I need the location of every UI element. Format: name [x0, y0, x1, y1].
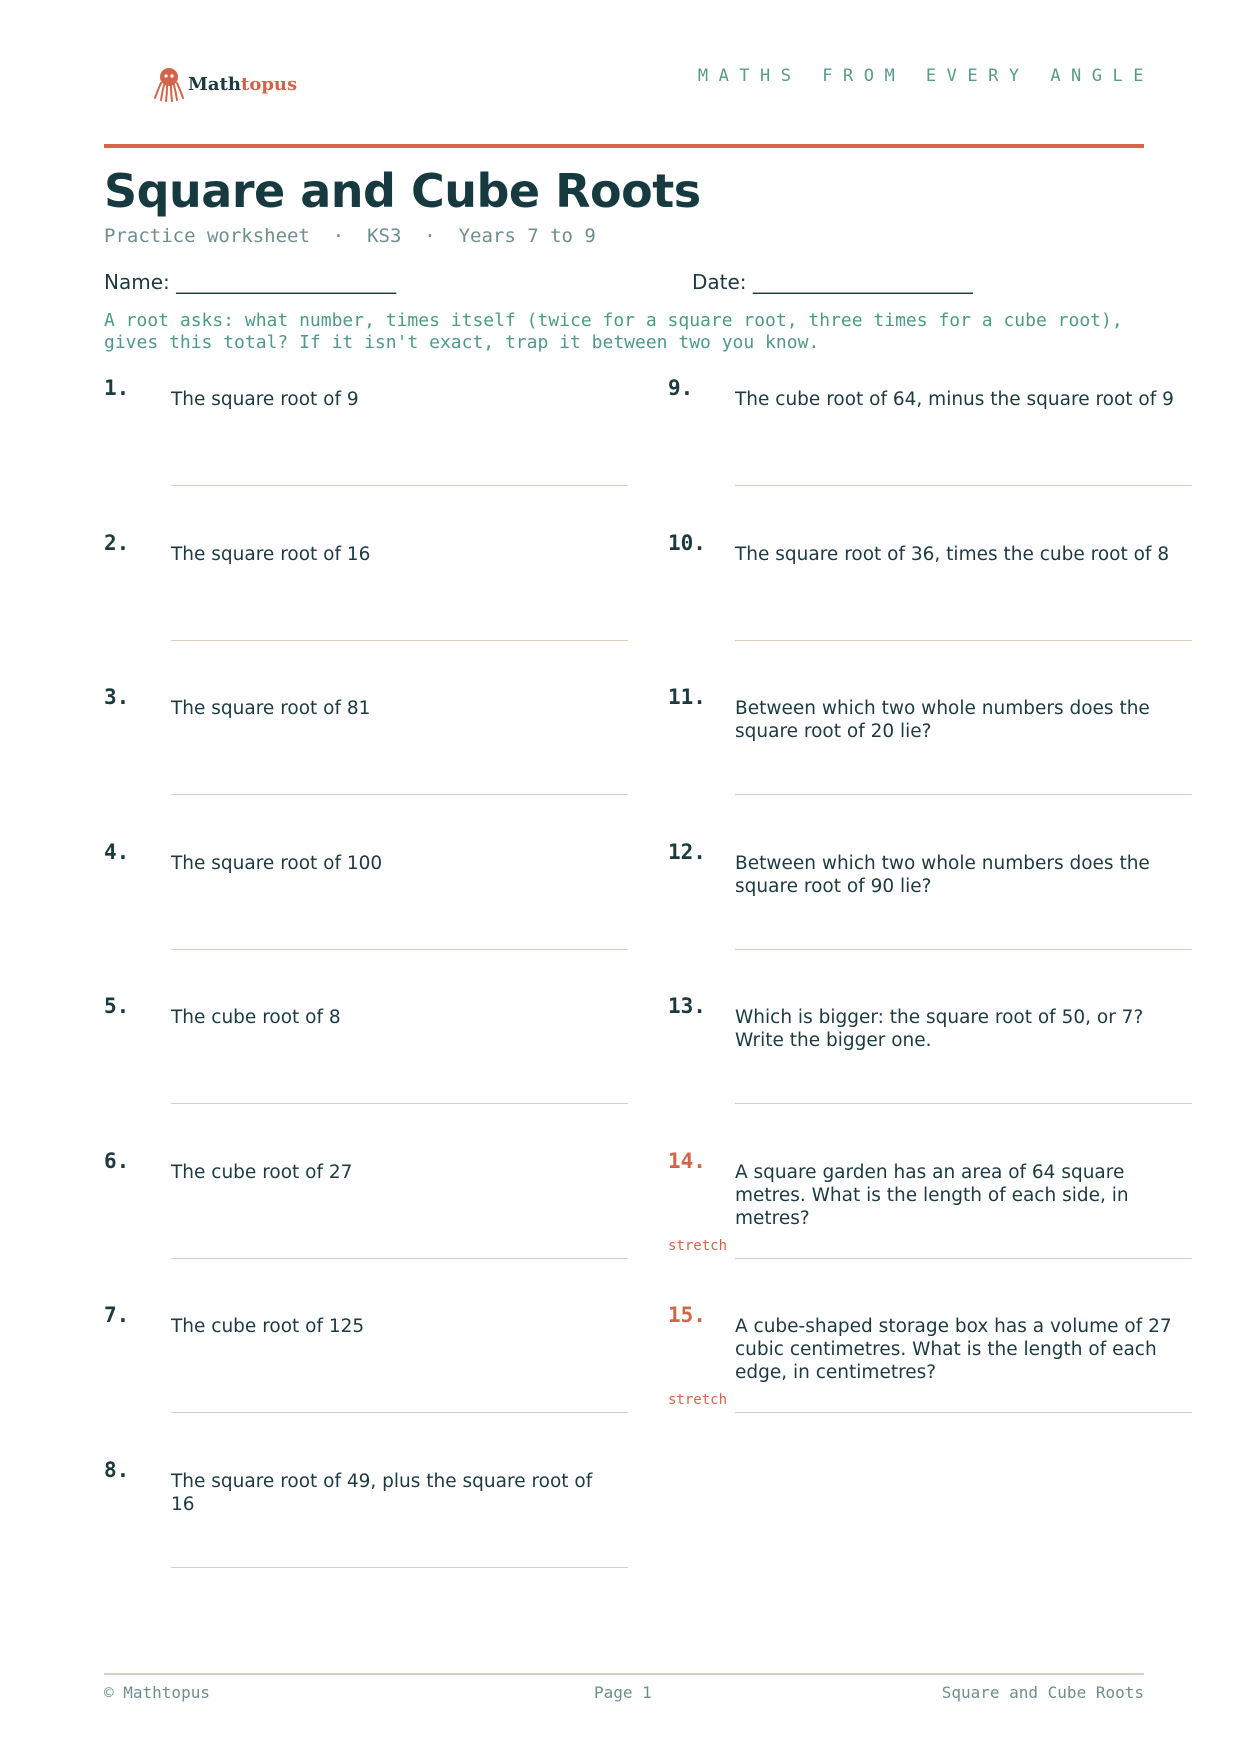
question-item — [104, 531, 634, 661]
answer-line[interactable] — [171, 1258, 628, 1259]
footer-copyright: © Mathtopus — [104, 1683, 210, 1702]
question-item — [104, 685, 634, 815]
question-number: 5. — [104, 994, 130, 1018]
question-number: 10. — [668, 531, 706, 555]
date-field: Date: ______________________ — [692, 270, 973, 294]
stretch-tag: stretch — [668, 1238, 728, 1254]
question-text: The cube root of 8 — [171, 1007, 341, 1028]
question-number: 14. — [668, 1149, 706, 1173]
answer-line[interactable] — [735, 640, 1192, 641]
question-item — [104, 1458, 634, 1588]
page-header — [104, 60, 1154, 110]
question-text: A cube-shaped storage box has a volume of 27 cubic centimetres. What is the length of each edge, in centimetres? — [735, 1316, 1172, 1383]
answer-line[interactable] — [171, 640, 628, 641]
octopus-icon — [152, 66, 186, 102]
question-text: The square root of 16 — [171, 544, 371, 565]
page-subtitle: Practice worksheet · KS3 · Years 7 to 9 — [104, 225, 596, 247]
brand-logo — [152, 66, 297, 102]
answer-line[interactable] — [735, 794, 1192, 795]
question-number: 15. — [668, 1303, 706, 1327]
answer-line[interactable] — [171, 1567, 628, 1568]
question-item — [104, 840, 634, 970]
answer-line[interactable] — [735, 1258, 1192, 1259]
answer-line[interactable] — [171, 949, 628, 950]
question-item — [104, 1303, 634, 1433]
question-item — [668, 376, 1198, 506]
answer-line[interactable] — [735, 1103, 1192, 1104]
question-number: 12. — [668, 840, 706, 864]
question-text: The square root of 49, plus the square root of 16 — [171, 1471, 593, 1515]
brand-name-part1: Math — [188, 73, 241, 95]
page-title: Square and Cube Roots — [104, 164, 701, 218]
question-item — [668, 685, 1198, 815]
tagline: MATHS FROM EVERY ANGLE — [697, 66, 1154, 86]
question-number: 3. — [104, 685, 130, 709]
brand-name — [188, 74, 297, 95]
question-number: 9. — [668, 376, 694, 400]
question-text: A square garden has an area of 64 square metres. What is the length of each side, in metres? — [735, 1162, 1129, 1229]
question-item — [668, 840, 1198, 970]
question-item — [668, 1149, 1198, 1279]
answer-line[interactable] — [171, 1103, 628, 1104]
question-text: The cube root of 64, minus the square root of 9 — [735, 389, 1174, 410]
stretch-tag: stretch — [668, 1392, 728, 1408]
question-item — [104, 376, 634, 506]
question-number: 4. — [104, 840, 130, 864]
question-item — [104, 1149, 634, 1279]
footer-title: Square and Cube Roots — [941, 1683, 1144, 1702]
answer-line[interactable] — [735, 1412, 1192, 1413]
question-number: 1. — [104, 376, 130, 400]
question-number: 13. — [668, 994, 706, 1018]
intro-text: A root asks: what number, times itself (twice for a square root, three times for a cube root), gives this total? If it isn't exact, trap it between two you know. — [104, 310, 1123, 353]
answer-line[interactable] — [735, 485, 1192, 486]
answer-line[interactable] — [171, 794, 628, 795]
question-number: 8. — [104, 1458, 130, 1482]
question-number: 2. — [104, 531, 130, 555]
question-text: Between which two whole numbers does the square root of 20 lie? — [735, 698, 1150, 742]
question-item — [668, 994, 1198, 1124]
question-text: The cube root of 27 — [171, 1162, 353, 1183]
name-field: Name: ______________________ — [104, 270, 397, 294]
footer-divider — [104, 1673, 1144, 1675]
header-divider — [104, 144, 1144, 148]
question-number: 11. — [668, 685, 706, 709]
question-item — [104, 994, 634, 1124]
question-text: The cube root of 125 — [171, 1316, 365, 1337]
question-text: The square root of 36, times the cube root of 8 — [735, 544, 1170, 565]
footer-page-number: Page 1 — [594, 1683, 652, 1702]
answer-line[interactable] — [171, 485, 628, 486]
question-number: 7. — [104, 1303, 130, 1327]
brand-name-part2: topus — [241, 73, 298, 95]
question-text: The square root of 9 — [171, 389, 359, 410]
question-text: Which is bigger: the square root of 50, or 7? Write the bigger one. — [735, 1007, 1144, 1051]
question-item — [668, 1303, 1198, 1433]
question-item — [668, 531, 1198, 661]
question-number: 6. — [104, 1149, 130, 1173]
question-text: The square root of 100 — [171, 853, 383, 874]
answer-line[interactable] — [171, 1412, 628, 1413]
answer-line[interactable] — [735, 949, 1192, 950]
question-text: Between which two whole numbers does the square root of 90 lie? — [735, 853, 1150, 897]
question-text: The square root of 81 — [171, 698, 371, 719]
